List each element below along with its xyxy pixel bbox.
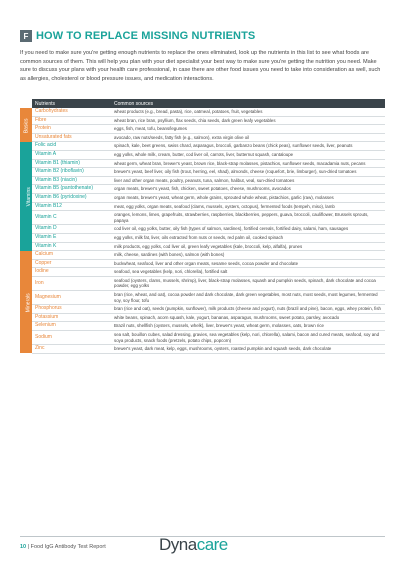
nutrient-name: Iron [32, 276, 111, 290]
table-row [20, 193, 385, 202]
table-row [20, 233, 385, 242]
food-sources: wheat products (e.g., bread, pasta), rice, oatmeal, potatoes, fruit, vegetables [111, 108, 385, 116]
food-sources: meat, egg yolks, organ meats, seafood (clams, mussels, oysters, octopus), fermented foods (tempeh, miso), lamb [111, 202, 385, 211]
intro-paragraph: If you need to make sure you're getting enough nutrients to replace the ones eliminated, look up the nutrients in this list to see what foods are common sources of them. This will help you plan with your diet specialist your best way to make sure you're getting the nutrition you need. Make sure to discuss your plans with your health care professional, in case there are other food issues you need to take into consideration as well, such as allergies, cholesterol or blood pressure issues, and medication interactions. [20, 50, 381, 82]
table-row [20, 242, 385, 251]
food-sources: brewer's yeast, beef liver, oily fish (trout, herring, eel, shad), almonds, cheese (roquefort, brie, limburger), sun-dried tomatoes [111, 168, 385, 177]
group-label: Minerals [25, 293, 32, 312]
food-sources: organ meats, brewer's yeast, wheat germ, whole grains, sprouted whole wheat, pistachios, garlic (raw), molasses [111, 193, 385, 202]
food-sources: oranges, lemons, limes, grapefruits, strawberries, raspberries, blackberries, peppers, guava, broccoli, cauliflower, Brussels sprouts, papaya [111, 211, 385, 225]
nutrient-name: Magnesium [32, 291, 111, 305]
food-sources: seafood (oysters, clams, mussels, shrimp), liver, black-strap molasses, squash and pumpkin seeds, spinach, dark chocolate and cocoa powder, egg yolks [111, 276, 385, 290]
nutrient-name: Vitamin B3 (niacin) [32, 176, 111, 185]
table-row [20, 142, 385, 151]
section-header [20, 30, 255, 42]
nutrient-name: Sodium [32, 331, 111, 345]
group-label-cell [20, 251, 32, 354]
nutrient-name: Phosphorus [32, 305, 111, 314]
nutrient-name: Vitamin C [32, 211, 111, 225]
table-row [20, 150, 385, 159]
food-sources: egg yolks, milk fat, liver, oils extracted from nuts or seeds, red palm oil, cooked spinach [111, 233, 385, 242]
nutrients-table [20, 99, 385, 354]
table-header-row [20, 99, 385, 108]
food-sources: avocado, raw nuts/seeds, fatty fish (e.g., salmon), extra virgin olive oil [111, 133, 385, 142]
table-row [20, 116, 385, 125]
food-sources: eggs, fish, meat, tofu, beans/legumes [111, 125, 385, 134]
page-footer [20, 544, 106, 550]
table-row [20, 225, 385, 234]
page-number: 10 [20, 544, 27, 550]
table-row [20, 331, 385, 345]
table-body [20, 108, 385, 353]
nutrient-name: Vitamin D [32, 225, 111, 234]
table-row [20, 159, 385, 168]
food-sources: bran (rice and oat), seeds (pumpkin, sunflower), milk products (cheese and yogurt), nuts (brazil and pine), bacon, eggs, whey protein, fish [111, 305, 385, 314]
nutrient-name: Fibre [32, 116, 111, 125]
food-sources: bran (rice, wheat, and oat), cocoa powder and dark chocolate, dark green vegetables, most nuts, most seeds, most legumes, fermented soy, soy flour, tofu [111, 291, 385, 305]
table-row [20, 268, 385, 277]
column-header-sources: Common sources [111, 99, 385, 108]
food-sources: cod liver oil, egg yolks, butter, oily fish (types of salmon, sardines), fortified cereals, fortified dairy, salami, ham, sausages [111, 225, 385, 234]
nutrient-name: Potassium [32, 313, 111, 322]
table-row [20, 345, 385, 354]
nutrient-name: Vitamin B12 [32, 202, 111, 211]
nutrient-name: Carbohydrates [32, 108, 111, 116]
column-header-nutrients: Nutrients [32, 99, 111, 108]
nutrient-name: Calcium [32, 251, 111, 260]
table-row [20, 108, 385, 116]
nutrient-name: Vitamin B2 (riboflavin) [32, 168, 111, 177]
food-sources: sea salt, bouillon cubes, salad dressing, gravies, sea vegetables (kelp, nori, chlorella), salami, bacon and cured meats, seafood, soy and soya products, snack foods (pretzels, potato chips, popcorn) [111, 331, 385, 345]
table-row [20, 259, 385, 268]
table-row [20, 133, 385, 142]
section-badge: F [20, 30, 32, 42]
table-row [20, 176, 385, 185]
table-row [20, 276, 385, 290]
nutrient-name: Protein [32, 125, 111, 134]
group-label: Basics [23, 118, 30, 133]
nutrient-name: Vitamin B5 (pantothenate) [32, 185, 111, 194]
food-sources: buckwheat, seafood, liver and other organ meats, sesame seeds, cocoa powder and chocolate [111, 259, 385, 268]
food-sources: brewer's yeast, dark meat, kelp, eggs, mushrooms, oysters, roasted pumpkin and squash seeds, dark chocolate [111, 345, 385, 354]
food-sources: white beans, spinach, acorn squash, kale, yogurt, bananas, asparagus, mushrooms, sweet potato, parsley, avocado [111, 313, 385, 322]
nutrient-name: Selenium [32, 322, 111, 331]
logo-accent: care [196, 535, 228, 554]
table-row [20, 168, 385, 177]
nutrient-name: Vitamin E [32, 233, 111, 242]
page-label: Food IgG Antibody Test Report [30, 544, 106, 550]
food-sources: milk products, egg yolks, cod liver oil, green leafy vegetables (kale, broccoli, kelp, alfalfa), prunes [111, 242, 385, 251]
table-row [20, 251, 385, 260]
table-row [20, 125, 385, 134]
nutrient-name: Vitamin B1 (thiamin) [32, 159, 111, 168]
food-sources: egg yolks, whole milk, cream, butter, cod liver oil, carrots, liver, butternut squash, cantaloupe [111, 150, 385, 159]
nutrient-name: Zinc [32, 345, 111, 354]
nutrient-name: Vitamin K [32, 242, 111, 251]
food-sources: wheat germ, wheat bran, brewer's yeast, brown rice, black-strap molasses, pistachios, sunflower seeds, macadamia nuts, pecans [111, 159, 385, 168]
food-sources: seafood, sea vegetables (kelp, nori, chlorella), fortified salt [111, 268, 385, 277]
table-row [20, 322, 385, 331]
nutrient-name: Vitamin A [32, 150, 111, 159]
table-row [20, 185, 385, 194]
footer-separator: | [27, 544, 31, 550]
dynacare-logo [159, 535, 228, 555]
page-title: HOW TO REPLACE MISSING NUTRIENTS [36, 30, 256, 42]
food-sources: spinach, kale, beet greens, swiss chard, asparagus, broccoli, garbanzo beans (chick peas), sunflower seeds, liver, peanuts [111, 142, 385, 151]
nutrient-name: Vitamin B6 (pyridoxine) [32, 193, 111, 202]
group-label-cell [20, 142, 32, 251]
table-row [20, 291, 385, 305]
food-sources: liver and other organ meats, poultry, peanuts, tuna, salmon, halibut, veal, sun-dried tomatoes [111, 176, 385, 185]
group-label: Vitamins [25, 187, 32, 207]
food-sources: milk, cheese, sardines (with bones), salmon (with bones) [111, 251, 385, 260]
table-row [20, 313, 385, 322]
nutrient-name: Folic acid [32, 142, 111, 151]
group-label-cell [20, 108, 32, 142]
table-row [20, 211, 385, 225]
table-row [20, 305, 385, 314]
nutrient-name: Iodine [32, 268, 111, 277]
table-row [20, 202, 385, 211]
food-sources: organ meats, brewer's yeast, fish, chicken, sweet potatoes, cheese, mushrooms, avocados [111, 185, 385, 194]
nutrient-name: Copper [32, 259, 111, 268]
food-sources: Brazil nuts, shellfish (oysters, mussels, whelk), liver, brewer's yeast, wheat germ, molasses, oats, brown rice [111, 322, 385, 331]
food-sources: wheat bran, rice bran, psyllium, flax seeds, chia seeds, dark green leafy vegetables [111, 116, 385, 125]
nutrient-name: Unsaturated fats [32, 133, 111, 142]
logo-main: Dyna [159, 535, 197, 554]
